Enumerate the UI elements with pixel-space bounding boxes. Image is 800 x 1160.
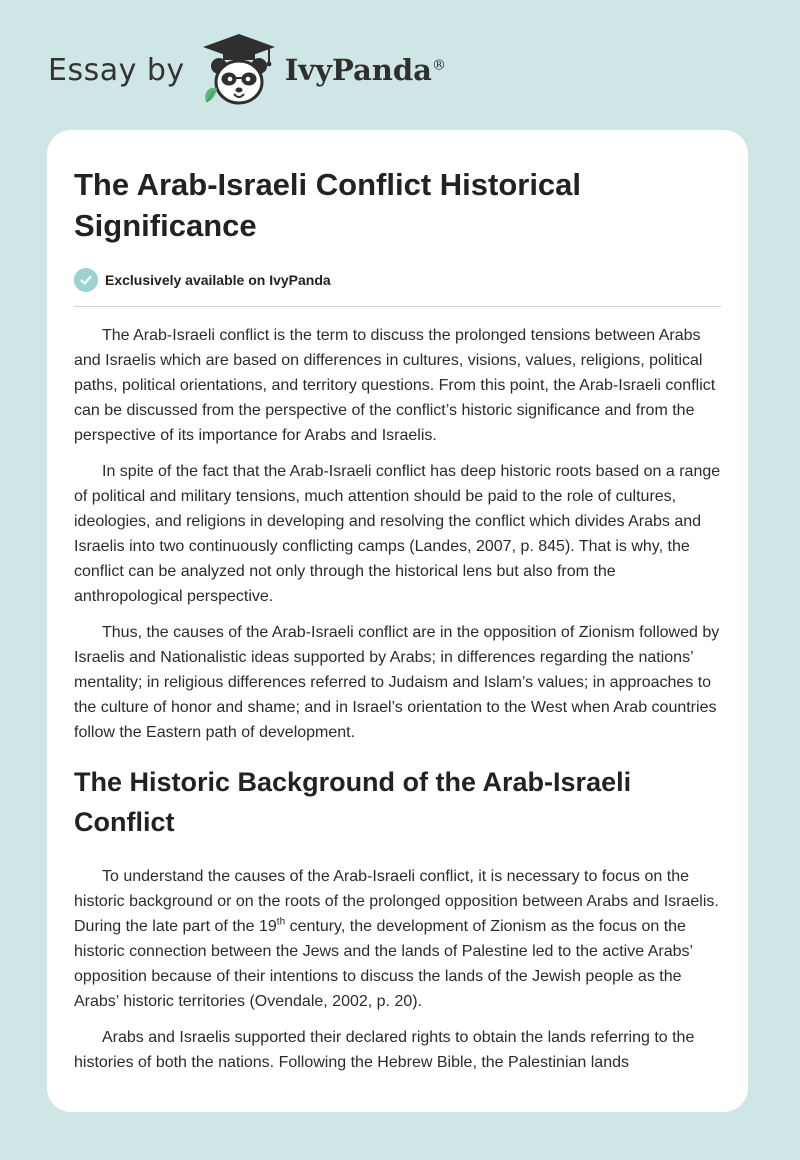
paragraph-2: In spite of the fact that the Arab-Israeli conflict has deep historic roots based on a range of political and military tensions, much attention should be paid to the role of cultures, ideologies, and religions in developing and resolving the conflict which divides Arabs and Israelis into two continuously conflicting camps (Landes, 2007, p. 845). That is why, the conflict can be analyzed not only through the historical lens but also from the anthropological perspective. <box>74 463 721 605</box>
checkmark-circle-icon <box>74 268 98 292</box>
brand-prefix: Essay by <box>48 52 185 88</box>
exclusive-badge <box>74 268 721 292</box>
exclusive-badge-label: Exclusively available on IvyPanda <box>105 272 331 288</box>
registered-mark: ® <box>431 57 446 74</box>
section-paragraph-1-part1: To understand the causes of the Arab-Israeli conflict, it is necessary to focus on the historic background or on the roots of the prolonged opposition between Arabs and Israelis. During the late part of the 19 <box>74 868 719 935</box>
brand-name-text: IvyPanda <box>284 53 432 87</box>
paragraph-3: Thus, the causes of the Arab-Israeli conflict are in the opposition of Zionism followed by Israelis and Nationalistic ideas supported by Arabs; in differences regarding the nations’ mentality; in religious differences referred to Judaism and Islam’s values; in approaches to the culture of honor and shame; and in Israel’s orientation to the West when Arab countries follow the Eastern path of development. <box>74 624 720 741</box>
ordinal-suffix: th <box>276 916 286 928</box>
paragraph-1: The Arab-Israeli conflict is the term to discuss the prolonged tensions between Arabs and Israelis which are based on differences in cultures, visions, values, religions, political paths, political orientations, and territory questions. From this point, the Arab-Israeli conflict can be discussed from the perspective of the conflict’s historic significance and from the perspective of its importance for Arabs and Israelis. <box>74 327 716 444</box>
section-heading: The Historic Background of the Arab-Israeli Conflict <box>74 767 632 837</box>
section-paragraph-1 <box>74 864 721 1014</box>
section-paragraph-1-part2: century, the development of Zionism as the focus on the historic connection between the Jews and the lands of Palestine led to the active Arabs’ opposition because of their intentions to discuss the lands of the Jewish people as the Arabs’ historic territories (Ovendale, 2002, p. 20). <box>74 918 693 1010</box>
brand-header <box>48 30 446 110</box>
title-divider <box>74 306 721 307</box>
essay-title: The Arab-Israeli Conflict Historical Significance <box>74 167 582 243</box>
section-paragraph-2: Arabs and Israelis supported their declared rights to obtain the lands referring to the histories of both the nations. Following the Hebrew Bible, the Palestinian lands <box>74 1029 695 1071</box>
brand-name <box>285 53 446 87</box>
panda-graduate-icon <box>199 30 279 110</box>
essay-card <box>47 130 748 1112</box>
